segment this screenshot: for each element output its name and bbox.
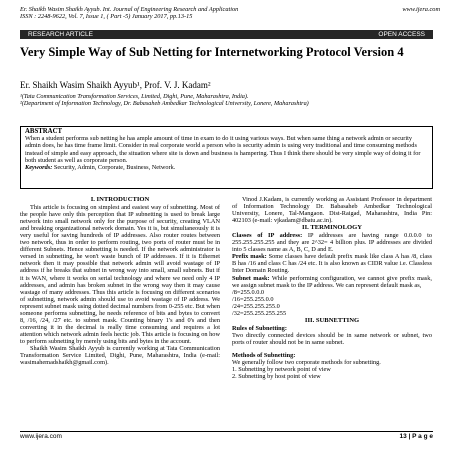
header-website-link[interactable]: www.ijera.com [402, 6, 440, 13]
author-line: Er. Shaikh Wasim Shaikh Ayyub¹, Prof. V. J. Kadam² [20, 80, 211, 90]
methods-text: We generally follow two corporate methods for subnetting. [232, 359, 381, 367]
affiliations [20, 93, 440, 107]
footer-rule [20, 431, 433, 432]
header-citation: Er. Shaikh Wasim Shaikh Ayyub. Int. Journal of Engineering Research and Application [20, 6, 239, 13]
research-article-label: RESEARCH ARTICLE [28, 31, 93, 38]
subnet-paragraph [232, 275, 432, 289]
mask-line: /8=255.0.0.0 [232, 288, 265, 296]
prefix-label: Prefix mask: [232, 253, 267, 261]
abstract-heading: ABSTRACT [25, 128, 63, 135]
method-item: 1. Subnetting by network point of view [232, 366, 331, 374]
section-heading-terminology: II. TERMINOLOGY [302, 224, 362, 232]
subnet-label: Subnet mask: [232, 274, 270, 282]
paper-title: Very Simple Way of Sub Netting for Internetworking Protocol Version 4 [20, 45, 404, 59]
subnet-text: While performing configuration, we cannot give prefix mask, we assign subnet mask to the IP address. We can represent default mask as, [232, 274, 432, 289]
prefix-paragraph [232, 253, 432, 274]
mask-line: /24=255.255.255.0 [232, 302, 280, 310]
method-item: 2. Subnetting by host point of view [232, 373, 321, 381]
abstract-box [20, 126, 433, 189]
page-number: 13 | P a g e [399, 433, 433, 440]
keywords-line [25, 164, 428, 171]
author-bio-1: Shaikh Wasim Shaikh Ayyub is currently working at Tata Communication Transformation Service Limited, Dighi, Pune, Maharashtra, India (e-mail: wasimahemadshaikh@gmail.com). [20, 344, 220, 367]
affiliation-2: ²(Department of Information Technology, Dr. Babasaheb Ambedkar Technological University, Lonere, Maharashtra) [20, 100, 309, 108]
classes-text: IP addresses are having range 0.0.0.0 to 255.255.255.255 and they are 2^32= 4 billion plus. IP addresses are divided into 5 classes name as A, B, C, D and E. [232, 232, 432, 254]
mask-line: /16=255.255.0.0 [232, 295, 274, 303]
mask-line: /32=255.255.255.255 [232, 309, 287, 317]
affiliation-1: ¹(Tata Communication Transformation Services, Limited, Dighi, Pune, Maharashtra, India). [20, 93, 249, 100]
abstract-text: When a student performs sub netting he has ample amount of time in exam to do it using various ways. But when same thing a network admin or security admin does, he has time frame limit. Consider in real corporate world a person who is security admin is using very traditional and time consuming methods instead of simple and easy approach, the situation where site is down and business is hampering. Thus I think there should be very simple way of doing it for both student as well as corporate person. [25, 135, 421, 164]
open-access-label: OPEN ACCESS [378, 31, 425, 38]
keywords-text: Security, Admin, Corporate, Business, Network. [53, 164, 176, 172]
article-type-banner [20, 30, 433, 39]
rules-label: Rules of Subnetting: [232, 324, 287, 332]
left-column [20, 196, 220, 366]
section-heading-subnetting: III. SUBNETTING [304, 316, 360, 324]
intro-paragraph: This article is focusing on simplest and easiest way of subnetting. Most of the people have only this perception that IP subnetting is used to break large network into small network only for the purpose of security, creating VLAN and breaking organizational network domain. Yes it is, but simultaneously it is very useful for saving hundreds of IP addresses. Also router routes between two network, thus in order to perform routing, two ports of router must be in different Subnets. Hence subnetting is needed. If the network administrator is versed in subnetting, he won't waste bunch of IP addresses. If it is Ethernet network then it may possible that network admin will avoid wastage of IP address if he breaks that subnet in wrong way into small, small subnets. But if it is WAN, where it works on serial technology and where we need only 4 IP addresses, and admin has broken subnet in the wrong way then it may cause wastage of many addresses. Thus this article is focusing on different scenarios of subnetting, network admin should use to avoid wastage of IP address. We represent subnet mask using dotted decimal numbers from 0-255 etc. But when someone performs subnetting, he needs reference of bits and bytes to convert 8, /16, /24, /27 etc. to subnet mask. Counting binary 1's and 0's and then converting it in the decimal is really time consuming and requires a lot attention which network admin feels hectic job. This article is focusing on how to perform subnetting by merely using bits and bytes in the account. [20, 204, 220, 345]
classes-label: Classes of IP address: [232, 232, 303, 240]
section-heading-introduction: I. INTRODUCTION [90, 196, 150, 203]
footer-website-link[interactable]: www.ijera.com [20, 433, 62, 440]
right-column [232, 196, 432, 380]
keywords-label: Keywords: [25, 164, 53, 172]
running-header [20, 6, 440, 20]
author-bio-2: Vinod J.Kadam, is currently working as Assistant Professor in department of Information Technology Dr. Babasaheb Ambedkar Technological University, Lonere, Tal-Mangaon. Dist-Raigad, Maharashtra, India Pin: 402103 (e-mail: vjkadam@dbatu.ac.in). [232, 196, 432, 225]
classes-paragraph [232, 232, 432, 253]
methods-label: Methods of Subnetting: [232, 351, 296, 359]
rules-text: Two directly connected devices should be in same network or subnet, two ports of router should not be in same subnet. [232, 331, 432, 346]
header-issn: ISSN : 2248-9622, Vol. 7, Issue 1, ( Part -5) January 2017, pp.13-15 [20, 13, 193, 21]
prefix-text: Some classes have default prefix mask like class A has /8, class B has /16 and class C has /24 etc. It is also known as CIDR value i.e. Classless Inter Domain Routing. [232, 253, 433, 275]
